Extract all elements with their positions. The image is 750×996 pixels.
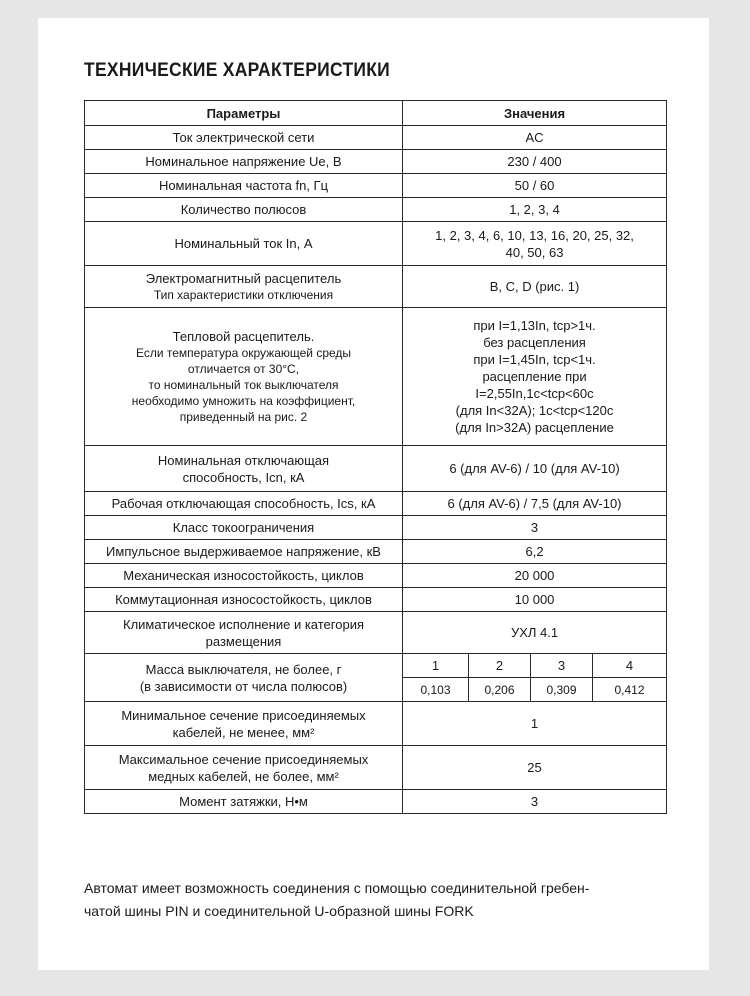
table-row [85, 266, 667, 308]
param-cell: Количество полюсов [85, 198, 403, 222]
value-cell: 6 (для AV-6) / 10 (для AV-10) [403, 446, 667, 492]
param-cell: Максимальное сечение присоединяемых медных кабелей, не более, мм² [85, 746, 403, 790]
value-cell: AC [403, 126, 667, 150]
value-cell: 1 [403, 702, 667, 746]
value-cell: 25 [403, 746, 667, 790]
param-cell: Класс токоограничения [85, 516, 403, 540]
pole-count-cell: 3 [531, 654, 593, 678]
param-cell: Ток электрической сети [85, 126, 403, 150]
header-parameters: Параметры [85, 101, 403, 126]
value-cell: 230 / 400 [403, 150, 667, 174]
param-cell: Номинальный ток In, А [85, 222, 403, 266]
param-cell: Тепловой расцепитель. Если температура окружающей среды отличается от 30°С, то номинальный ток выключателя необходимо умножить на коэффициент, приведенный на рис. 2 [85, 308, 403, 446]
table-row [85, 150, 667, 174]
table-row [85, 198, 667, 222]
param-cell: Климатическое исполнение и категория размещения [85, 612, 403, 654]
table-row [85, 564, 667, 588]
param-cell: Минимальное сечение присоединяемых кабелей, не менее, мм² [85, 702, 403, 746]
value-cell: 1, 2, 3, 4 [403, 198, 667, 222]
table-row [85, 174, 667, 198]
table-row [85, 746, 667, 790]
pole-count-cell: 4 [593, 654, 667, 678]
table-row [85, 222, 667, 266]
value-cell: 10 000 [403, 588, 667, 612]
value-cell: 50 / 60 [403, 174, 667, 198]
param-cell: Импульсное выдерживаемое напряжение, кВ [85, 540, 403, 564]
table-row [85, 446, 667, 492]
mass-row-poles [85, 654, 667, 678]
specifications-table [84, 100, 667, 814]
value-cell: 6 (для AV-6) / 7,5 (для AV-10) [403, 492, 667, 516]
table-row [85, 612, 667, 654]
table-row [85, 540, 667, 564]
param-cell: Коммутационная износостойкость, циклов [85, 588, 403, 612]
value-cell: 3 [403, 516, 667, 540]
weight-cell: 0,103 [403, 678, 469, 702]
table-header-row [85, 101, 667, 126]
param-cell: Момент затяжки, Н•м [85, 790, 403, 814]
value-cell: 1, 2, 3, 4, 6, 10, 13, 16, 20, 25, 32, 40, 50, 63 [403, 222, 667, 266]
weight-cell: 0,412 [593, 678, 667, 702]
page-title: ТЕХНИЧЕСКИЕ ХАРАКТЕРИСТИКИ [84, 60, 391, 81]
table-row [85, 308, 667, 446]
table-row [85, 516, 667, 540]
header-values: Значения [403, 101, 667, 126]
param-cell: Номинальное напряжение Ue, В [85, 150, 403, 174]
footnote-text: Автомат имеет возможность соединения с помощью соединительной гребен- чатой шины PIN и соединительной U-образной шины FORK [84, 880, 590, 919]
table-row [85, 492, 667, 516]
param-cell: Масса выключателя, не более, г (в зависимости от числа полюсов) [85, 654, 403, 702]
weight-cell: 0,309 [531, 678, 593, 702]
value-cell: 20 000 [403, 564, 667, 588]
pole-count-cell: 2 [469, 654, 531, 678]
value-cell: УХЛ 4.1 [403, 612, 667, 654]
value-cell: 3 [403, 790, 667, 814]
param-cell: Номинальная частота fn, Гц [85, 174, 403, 198]
param-cell: Механическая износостойкость, циклов [85, 564, 403, 588]
value-cell: 6,2 [403, 540, 667, 564]
param-cell: Рабочая отключающая способность, Ics, кА [85, 492, 403, 516]
weight-cell: 0,206 [469, 678, 531, 702]
value-cell: B, C, D (рис. 1) [403, 266, 667, 308]
param-cell: Электромагнитный расцепитель Тип характеристики отключения [85, 266, 403, 308]
value-cell: при I=1,13In, tср>1ч. без расцепления при I=1,45In, tср<1ч. расцепление при I=2,55In,1c<tср<60c (для In<32A); 1c<tср<120c (для In>32A) расцепление [403, 308, 667, 446]
param-cell: Номинальная отключающая способность, Icn, кА [85, 446, 403, 492]
table-row [85, 126, 667, 150]
table-row [85, 790, 667, 814]
table-row [85, 702, 667, 746]
table-row [85, 588, 667, 612]
pole-count-cell: 1 [403, 654, 469, 678]
